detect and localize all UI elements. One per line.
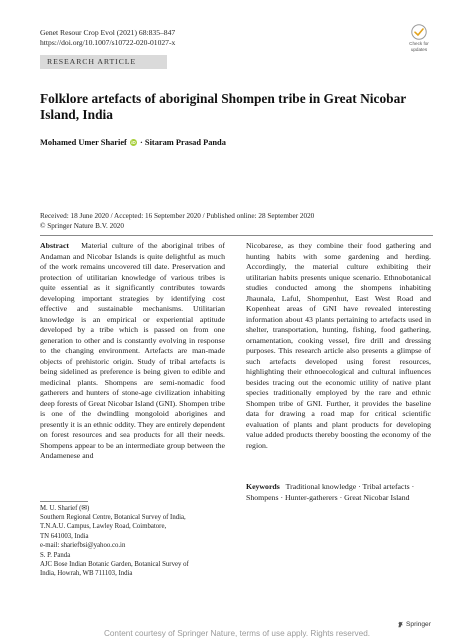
- abstract-paragraph: [40, 241, 225, 462]
- publication-dates: [40, 211, 314, 231]
- footer-note: Content courtesy of Springer Nature, terms of use apply. Rights reserved.: [103, 629, 371, 638]
- footnote-divider: [40, 501, 88, 502]
- keywords-label: Keywords: [246, 482, 280, 491]
- divider: [40, 235, 433, 236]
- author-2[interactable]: Sitaram Prasad Panda: [144, 138, 226, 147]
- abstract-label: Abstract: [40, 241, 70, 250]
- author-email[interactable]: e-mail: shariefbsi@yahoo.co.in: [40, 541, 126, 549]
- affiliation-line: TN 641003, India: [40, 532, 89, 540]
- journal-citation: [40, 28, 175, 48]
- author-separator: ·: [140, 138, 145, 147]
- keywords-text: Traditional knowledge · Tribal artefacts · Shompens · Hunter-gatherers · Great Nicobar Island: [246, 482, 415, 502]
- author-list: [40, 137, 226, 148]
- affiliation-line: M. U. Sharief (✉): [40, 505, 90, 512]
- author-1[interactable]: Mohamed Umer Sharief: [40, 138, 127, 147]
- affiliation-line: AJC Bose Indian Botanic Garden, Botanical Survey of: [40, 561, 189, 569]
- section-tag: RESEARCH ARTICLE: [47, 57, 137, 66]
- copyright-line: © Springer Nature B.V. 2020: [40, 222, 124, 230]
- orcid-icon[interactable]: iD: [131, 140, 136, 145]
- check-updates-line-1: Check for: [409, 41, 429, 46]
- affiliation-1: [40, 504, 230, 550]
- abstract-text-left: Material culture of the aboriginal tribes of Andaman and Nicobar Islands is quite delightful as much of the work remains uncovered till date. Preservation and protection of utilitarian knowledge of various tribes is quite essential as it significantly contributes towards developing important strategies by identifying cost effective and sustainable mechanisms. Utilitarian knowledge is an empirical or experiential aptitude developed by a tribe which is passed on from one generation to other and is constantly evolving in response to the changing environment. Artefacts are man-made objects of prehistoric origin. Study of tribal artefacts is being sidelined as preference is being given to edible and medicinal plants. Shompens are semi-nomadic food gatherers and hunters of stone-age civilization inhabiting deep forests of Great Nicobar Island (GNI). Shompen tribe is one of the dwindling mongoloid aborigines and presently it is an ethnic oddity. They are entirely dependent on forest resources and sea products for all their needs. Shompens appear to be an intermediate group between the Andamenese and: [40, 241, 225, 460]
- publisher-name: Springer: [406, 621, 431, 628]
- journal-line: Genet Resour Crop Evol (2021) 68:835–847: [40, 28, 176, 37]
- abstract-left-column: [40, 241, 225, 462]
- springer-horse-icon: [397, 621, 404, 628]
- doi-link[interactable]: https://doi.org/10.1007/s10722-020-01027-x: [40, 38, 176, 47]
- check-for-updates-icon: [411, 24, 427, 40]
- affiliation-line: India, Howrah, WB 711103, India: [40, 570, 133, 578]
- abstract-right-column: [246, 241, 431, 451]
- affiliation-line: S. P. Panda: [40, 552, 71, 559]
- affiliation-2: [40, 551, 230, 579]
- check-for-updates-badge[interactable]: [406, 24, 432, 52]
- keywords: [246, 481, 438, 503]
- article-title: Folklore artefacts of aboriginal Shompen tribe in Great Nicobar Island, India: [40, 91, 406, 122]
- dates-line: Received: 18 June 2020 / Accepted: 16 September 2020 / Published online: 28 September 2020: [40, 212, 315, 220]
- check-updates-line-2: updates: [410, 47, 428, 52]
- publisher-logo: [397, 621, 431, 628]
- affiliation-line: T.N.A.U. Campus, Lawley Road, Coimbatore,: [40, 523, 167, 531]
- affiliation-line: Southern Regional Centre, Botanical Survey of India,: [40, 514, 186, 522]
- abstract-text-right: Nicobarese, as they combine their food gathering and hunting habits with some gardening and herding. Accordingly, the material culture exhibiting their utilitarian habits presents unique scenario. Ethnobotanical studies conducted among the shompens inhabiting Jhaunala, Laful, Shompenhut, East West Road and Kopenheat areas of GNI have revealed interesting information about 43 plants pertaining to artefacts used in shelter, transportation, hunting, fishing, food gathering, ornamentation, cooking vessel, fire drill and dressing purposes. This research article also presents a glimpse of such artefacts developed using forest resources, highlighting their ethnoecological and cultural influences besides tracing out the economic utility of native plant species traditionally employed by the rare and ethnic Shompen tribe of GNI. Further, it provides the baseline data for drawing a road map for critical scientific evaluation of plants and plant products for developing value added products thereby boosting the economy of the region.: [246, 241, 431, 450]
